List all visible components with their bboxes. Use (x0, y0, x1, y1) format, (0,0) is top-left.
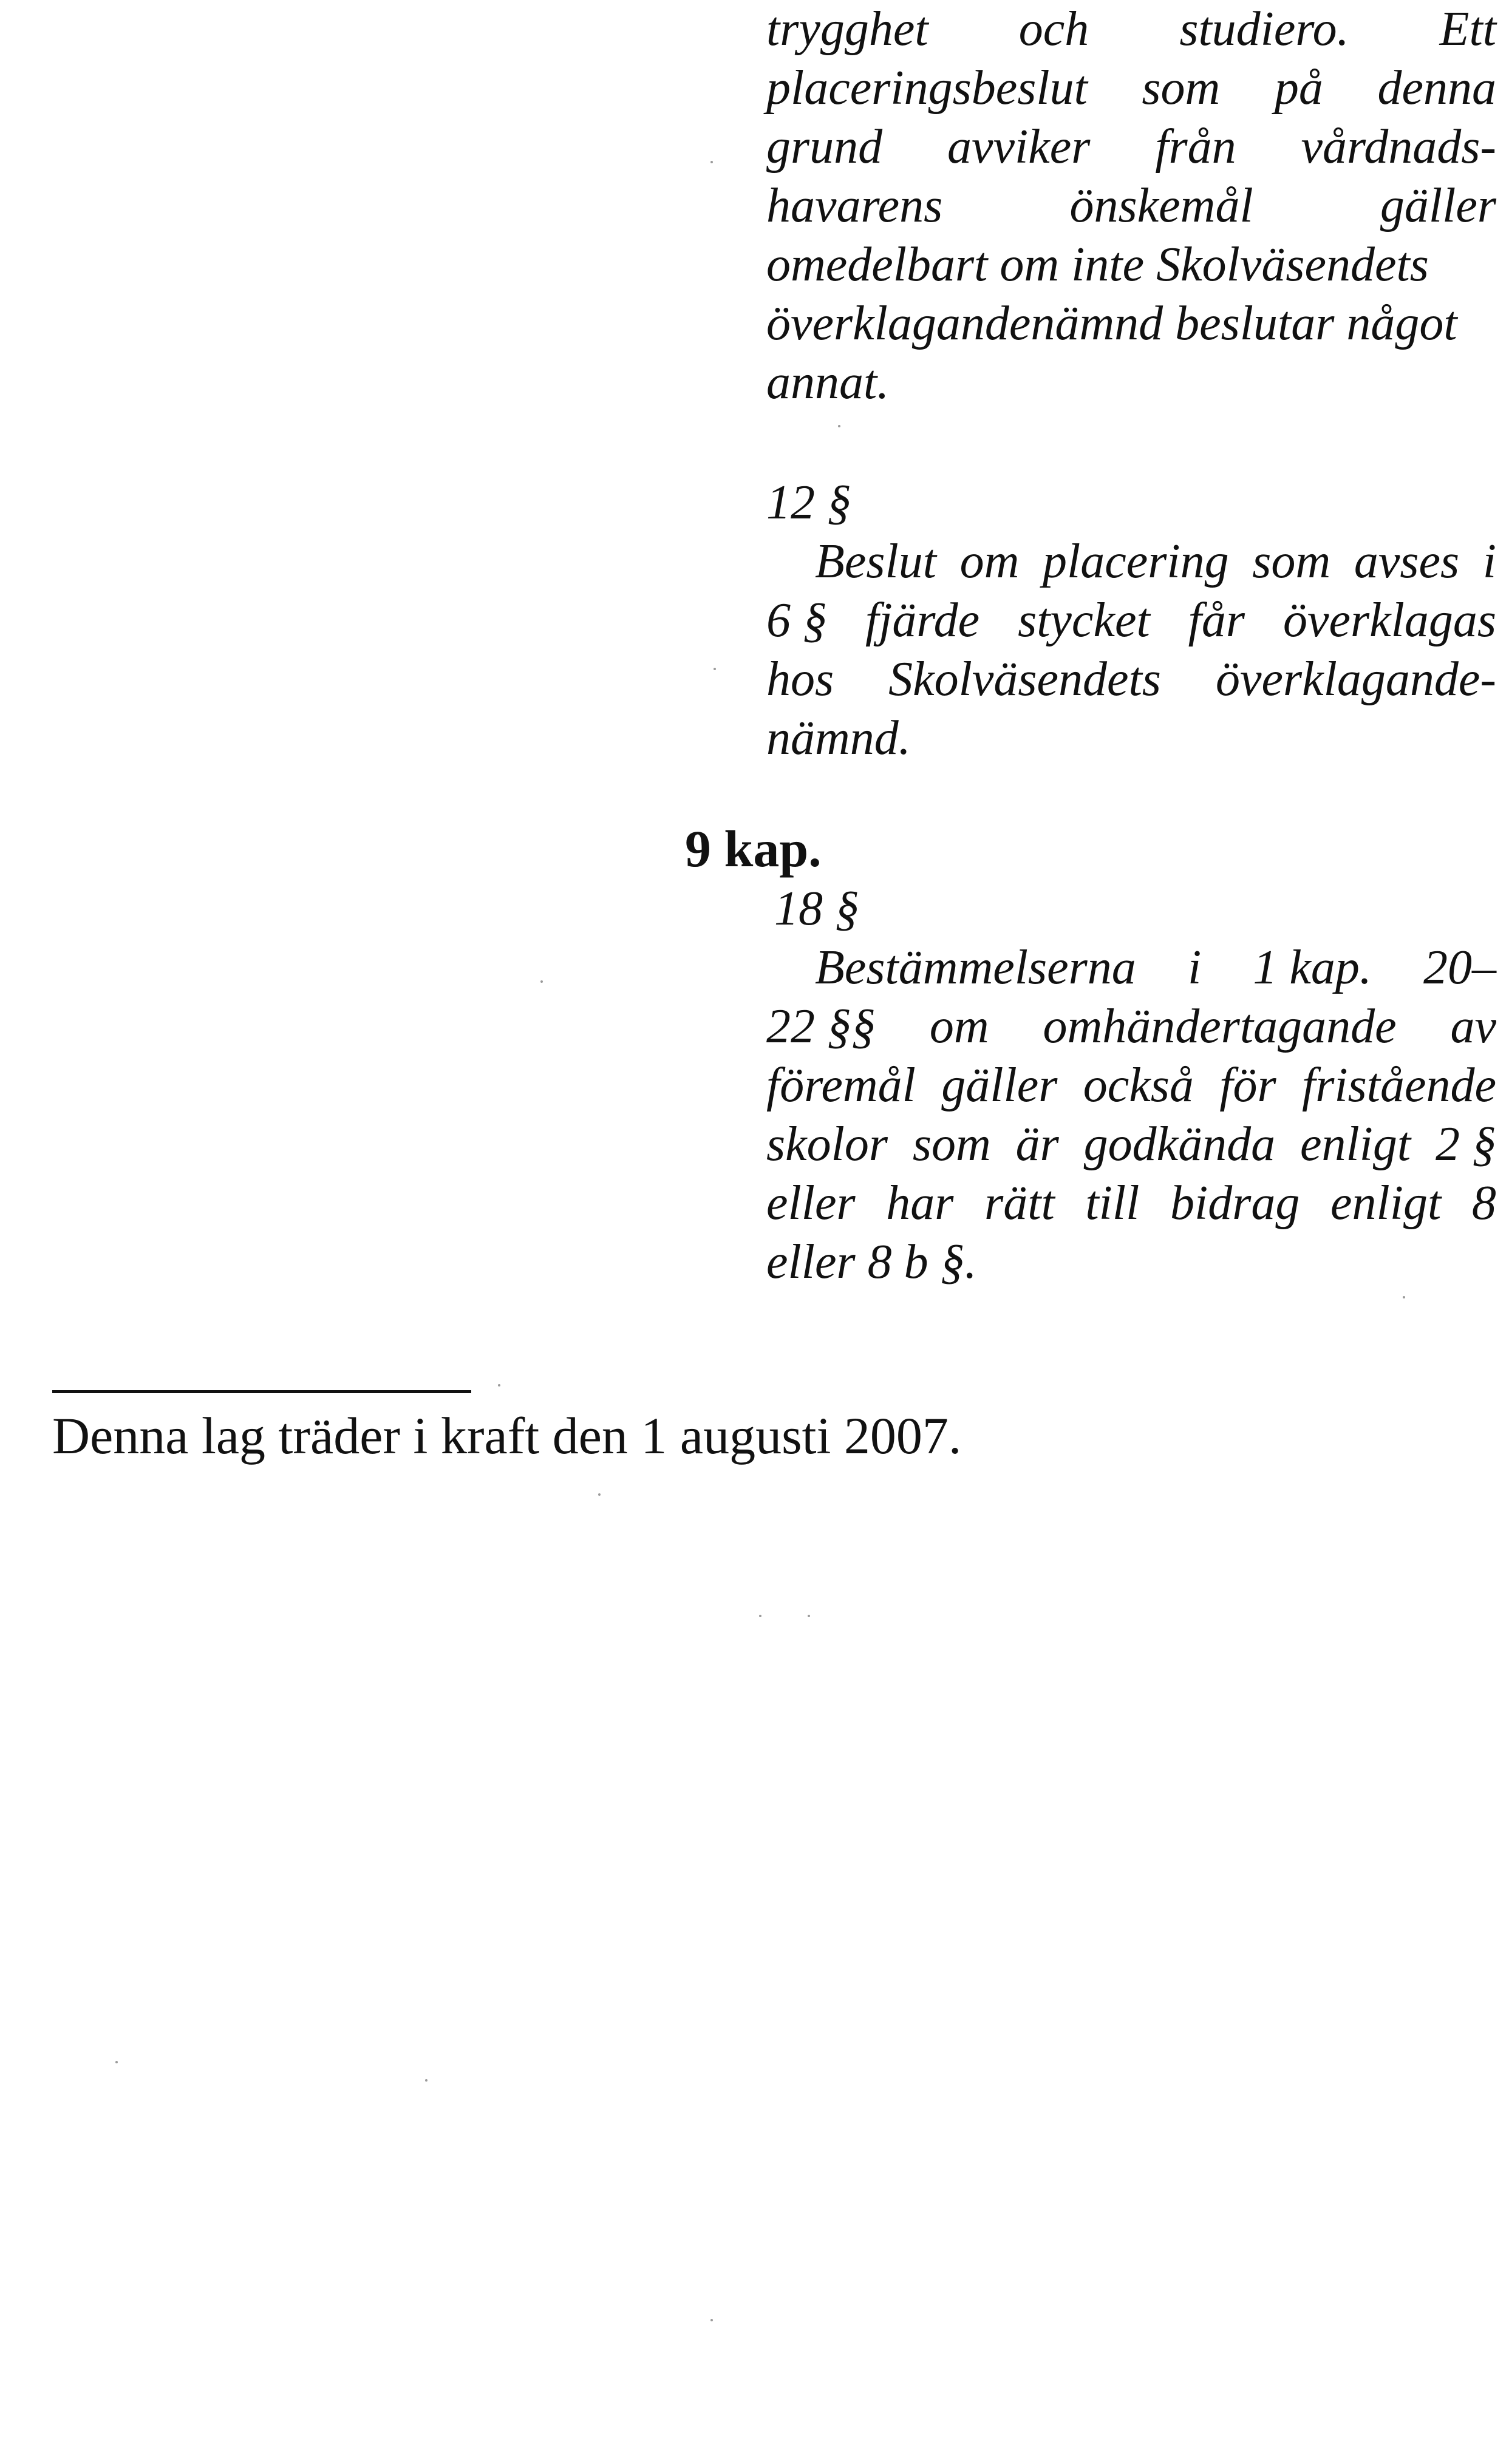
section-18-line-6: eller 8 b §. (766, 1235, 977, 1289)
scan-speck (838, 425, 840, 427)
scan-speck (710, 2319, 713, 2321)
para-11-line-5: omedelbart om inte Skolväsendets (766, 238, 1429, 291)
section-18-line-2: 22 §§ om omhändertagande av (766, 1000, 1496, 1053)
scan-speck (710, 161, 713, 163)
scan-speck (598, 1493, 601, 1496)
para-11-line-3: grund avviker från vårdnads- (766, 120, 1496, 174)
scan-speck (498, 1384, 500, 1386)
para-11-line-4: havarens önskemål gäller (766, 179, 1496, 232)
scan-speck (540, 980, 543, 983)
scan-speck (714, 668, 716, 670)
para-11-line-6: överklagandenämnd beslutar något (766, 297, 1457, 350)
section-12-line-4: nämnd. (766, 711, 911, 765)
footnote-text: Denna lag träder i kraft den 1 augusti 2007. (52, 1407, 962, 1465)
scan-speck (808, 1615, 810, 1617)
footnote-rule (52, 1390, 471, 1393)
scan-speck (1403, 1296, 1405, 1298)
para-11-line-7: annat. (766, 356, 890, 409)
section-12-line-2: 6 § fjärde stycket får överklagas (766, 594, 1496, 647)
section-12-line-1: Beslut om placering som avses i (815, 535, 1496, 588)
section-18-line-4: skolor som är godkända enligt 2 § (766, 1118, 1496, 1171)
scan-speck (425, 2079, 427, 2082)
section-12-heading: 12 § (766, 476, 851, 529)
chapter-heading: 9 kap. (685, 820, 822, 878)
section-12-line-3: hos Skolväsendets överklagande- (766, 653, 1496, 706)
scan-speck (759, 1615, 761, 1617)
scan-speck (115, 2061, 118, 2063)
para-11-line-1: trygghet och studiero. Ett (766, 2, 1496, 56)
section-18-line-5: eller har rätt till bidrag enligt 8 (766, 1176, 1496, 1230)
section-18-line-1: Bestämmelserna i 1 kap. 20– (815, 941, 1496, 994)
para-11-line-2: placeringsbeslut som på denna (766, 61, 1496, 115)
section-18-line-3: föremål gäller också för fristående (766, 1059, 1496, 1112)
section-18-heading: 18 § (774, 882, 859, 935)
